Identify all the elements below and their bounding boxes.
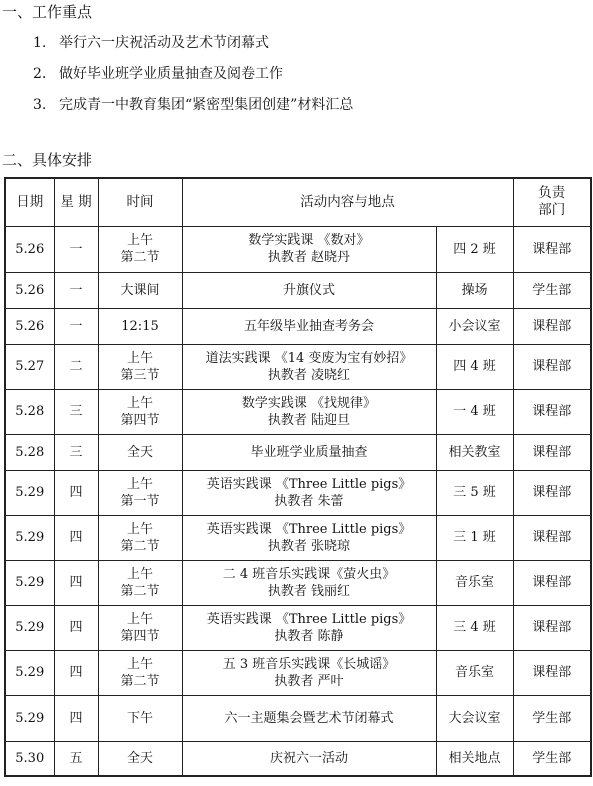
cell-place: 三 1 班 bbox=[436, 515, 513, 560]
cell-time-line1: 上午 bbox=[126, 656, 153, 672]
cell-time-line1: 全天 bbox=[126, 750, 153, 766]
cell-date: 5.29 bbox=[5, 605, 54, 650]
table-row bbox=[5, 650, 591, 695]
cell-place: 四 4 班 bbox=[436, 344, 513, 389]
table-row bbox=[5, 272, 591, 308]
cell-place: 小会议室 bbox=[436, 308, 513, 344]
cell-dept: 课程部 bbox=[513, 434, 591, 470]
cell-dept: 课程部 bbox=[513, 226, 591, 272]
cell-place: 四 2 班 bbox=[436, 226, 513, 272]
cell-place: 三 5 班 bbox=[436, 470, 513, 515]
cell-activity-line2: 执教者 钱丽红 bbox=[267, 583, 351, 599]
cell-time bbox=[98, 308, 182, 344]
table-row bbox=[5, 389, 591, 434]
cell-activity bbox=[182, 515, 436, 560]
cell-date: 5.29 bbox=[5, 695, 54, 741]
cell-weekday: 四 bbox=[54, 605, 98, 650]
cell-date: 5.26 bbox=[5, 308, 54, 344]
work-item-number: 1. bbox=[33, 35, 47, 51]
cell-activity-line2: 执教者 陈静 bbox=[274, 628, 344, 644]
cell-date: 5.30 bbox=[5, 741, 54, 776]
cell-time-line1: 上午 bbox=[126, 476, 153, 492]
cell-place: 一 4 班 bbox=[436, 389, 513, 434]
cell-time-line1: 上午 bbox=[126, 395, 153, 411]
cell-time-line2: 第一节 bbox=[120, 493, 160, 509]
section-2-title: 二、具体安排 bbox=[2, 151, 93, 169]
cell-time-line2: 第三节 bbox=[120, 367, 160, 383]
cell-activity-line1: 数学实践课 《数对》 bbox=[248, 233, 370, 248]
cell-time bbox=[98, 389, 182, 434]
cell-date: 5.29 bbox=[5, 650, 54, 695]
cell-activity-line1: 五 3 班音乐实践课《长城谣》 bbox=[222, 656, 396, 672]
cell-time bbox=[98, 226, 182, 272]
cell-time-line1: 上午 bbox=[126, 350, 153, 366]
cell-weekday: 一 bbox=[54, 272, 98, 308]
cell-place: 操场 bbox=[436, 272, 513, 308]
cell-weekday: 一 bbox=[54, 308, 98, 344]
cell-activity: 毕业班学业质量抽查 bbox=[182, 434, 436, 470]
work-item-text: 做好毕业班学业质量抽查及阅卷工作 bbox=[59, 66, 283, 82]
cell-weekday: 三 bbox=[54, 389, 98, 434]
cell-place: 大会议室 bbox=[436, 695, 513, 741]
cell-time bbox=[98, 605, 182, 650]
schedule-table bbox=[4, 177, 592, 777]
cell-activity-line1: 英语实践课 《Three Little pigs》 bbox=[206, 611, 412, 627]
cell-time bbox=[98, 470, 182, 515]
cell-dept: 课程部 bbox=[513, 650, 591, 695]
cell-time-line1: 上午 bbox=[126, 611, 153, 627]
cell-activity-line1: 二 4 班音乐实践课《萤火虫》 bbox=[222, 566, 396, 582]
cell-weekday: 三 bbox=[54, 434, 98, 470]
cell-time-line1: 大课间 bbox=[120, 282, 160, 298]
cell-date: 5.29 bbox=[5, 560, 54, 605]
cell-activity-line2: 执教者 凌晓红 bbox=[267, 367, 351, 383]
cell-place: 音乐室 bbox=[436, 650, 513, 695]
work-item-3 bbox=[33, 95, 353, 115]
cell-dept: 课程部 bbox=[513, 560, 591, 605]
cell-weekday: 四 bbox=[54, 560, 98, 605]
table-row bbox=[5, 695, 591, 741]
header-dept-line2: 部门 bbox=[538, 202, 566, 219]
cell-date: 5.29 bbox=[5, 470, 54, 515]
cell-weekday: 四 bbox=[54, 515, 98, 560]
cell-place: 三 4 班 bbox=[436, 605, 513, 650]
cell-time bbox=[98, 560, 182, 605]
cell-activity-line2: 执教者 严叶 bbox=[274, 673, 344, 689]
cell-activity: 五年级毕业抽查考务会 bbox=[182, 308, 436, 344]
cell-activity-line1: 英语实践课 《Three Little pigs》 bbox=[206, 521, 412, 537]
work-item-1 bbox=[33, 33, 269, 53]
table-row bbox=[5, 741, 591, 776]
cell-place: 相关教室 bbox=[436, 434, 513, 470]
header-date: 日期 bbox=[5, 178, 54, 226]
cell-time-line2: 第四节 bbox=[120, 412, 160, 428]
cell-weekday: 四 bbox=[54, 695, 98, 741]
header-weekday: 星 期 bbox=[54, 178, 98, 226]
cell-activity-line2: 执教者 赵晓丹 bbox=[267, 250, 351, 265]
work-item-2 bbox=[33, 64, 283, 84]
cell-activity-line1: 数学实践课 《找规律》 bbox=[241, 395, 377, 411]
work-item-number: 3. bbox=[33, 97, 47, 113]
table-row bbox=[5, 605, 591, 650]
header-activity: 活动内容与地点 bbox=[182, 178, 513, 226]
table-row bbox=[5, 470, 591, 515]
cell-time-line1: 上午 bbox=[126, 233, 153, 248]
cell-time bbox=[98, 515, 182, 560]
cell-activity: 庆祝六一活动 bbox=[182, 741, 436, 776]
cell-activity bbox=[182, 470, 436, 515]
cell-date: 5.28 bbox=[5, 434, 54, 470]
work-item-text: 举行六一庆祝活动及艺术节闭幕式 bbox=[59, 35, 269, 51]
cell-activity bbox=[182, 389, 436, 434]
cell-time-line2: 第二节 bbox=[120, 583, 160, 599]
cell-time-line1: 上午 bbox=[126, 566, 153, 582]
cell-time bbox=[98, 272, 182, 308]
cell-time-line1: 全天 bbox=[126, 444, 153, 460]
cell-time bbox=[98, 434, 182, 470]
cell-weekday: 四 bbox=[54, 470, 98, 515]
header-time: 时间 bbox=[98, 178, 182, 226]
cell-date: 5.27 bbox=[5, 344, 54, 389]
cell-dept: 学生部 bbox=[513, 741, 591, 776]
cell-dept: 学生部 bbox=[513, 695, 591, 741]
cell-activity-line1: 道法实践课 《14 变废为宝有妙招》 bbox=[205, 350, 413, 366]
work-item-number: 2. bbox=[33, 66, 47, 82]
cell-activity: 六一主题集会暨艺术节闭幕式 bbox=[182, 695, 436, 741]
section-1-title: 一、工作重点 bbox=[2, 3, 93, 21]
table-row bbox=[5, 560, 591, 605]
cell-time bbox=[98, 695, 182, 741]
cell-date: 5.26 bbox=[5, 226, 54, 272]
table-row bbox=[5, 515, 591, 560]
cell-time-line1: 下午 bbox=[126, 710, 153, 726]
cell-time-line2: 第二节 bbox=[120, 673, 160, 689]
table-row bbox=[5, 434, 591, 470]
table-row bbox=[5, 344, 591, 389]
header-dept-line1: 负责 bbox=[538, 185, 566, 202]
cell-weekday: 二 bbox=[54, 344, 98, 389]
cell-time bbox=[98, 650, 182, 695]
cell-place: 音乐室 bbox=[436, 560, 513, 605]
table-row bbox=[5, 308, 591, 344]
cell-dept: 学生部 bbox=[513, 272, 591, 308]
cell-activity bbox=[182, 344, 436, 389]
cell-weekday: 四 bbox=[54, 650, 98, 695]
cell-time-line2: 第四节 bbox=[120, 628, 160, 644]
cell-date: 5.28 bbox=[5, 389, 54, 434]
cell-place: 相关地点 bbox=[436, 741, 513, 776]
work-item-text: 完成青一中教育集团“紧密型集团创建”材料汇总 bbox=[59, 97, 354, 113]
header-row bbox=[5, 178, 591, 226]
cell-dept: 课程部 bbox=[513, 308, 591, 344]
cell-time-line1: 12:15 bbox=[121, 318, 159, 334]
cell-dept: 课程部 bbox=[513, 470, 591, 515]
cell-activity-line2: 执教者 陆迎旦 bbox=[267, 412, 351, 428]
header-dept bbox=[513, 178, 591, 226]
cell-time bbox=[98, 741, 182, 776]
cell-dept: 课程部 bbox=[513, 344, 591, 389]
cell-time bbox=[98, 344, 182, 389]
cell-date: 5.26 bbox=[5, 272, 54, 308]
cell-activity-line1: 英语实践课 《Three Little pigs》 bbox=[206, 476, 412, 492]
cell-dept: 课程部 bbox=[513, 515, 591, 560]
cell-activity bbox=[182, 605, 436, 650]
cell-dept: 课程部 bbox=[513, 389, 591, 434]
cell-time-line2: 第二节 bbox=[120, 250, 160, 265]
cell-dept: 课程部 bbox=[513, 605, 591, 650]
cell-time-line2: 第二节 bbox=[120, 538, 160, 554]
cell-time-line1: 上午 bbox=[126, 521, 153, 537]
cell-activity bbox=[182, 650, 436, 695]
cell-weekday: 一 bbox=[54, 226, 98, 272]
table-row bbox=[5, 226, 591, 272]
cell-date: 5.29 bbox=[5, 515, 54, 560]
cell-activity-line2: 执教者 张晓琼 bbox=[267, 538, 351, 554]
cell-weekday: 五 bbox=[54, 741, 98, 776]
cell-activity bbox=[182, 226, 436, 272]
cell-activity-line2: 执教者 朱蕾 bbox=[274, 493, 344, 509]
cell-activity: 升旗仪式 bbox=[182, 272, 436, 308]
cell-activity bbox=[182, 560, 436, 605]
